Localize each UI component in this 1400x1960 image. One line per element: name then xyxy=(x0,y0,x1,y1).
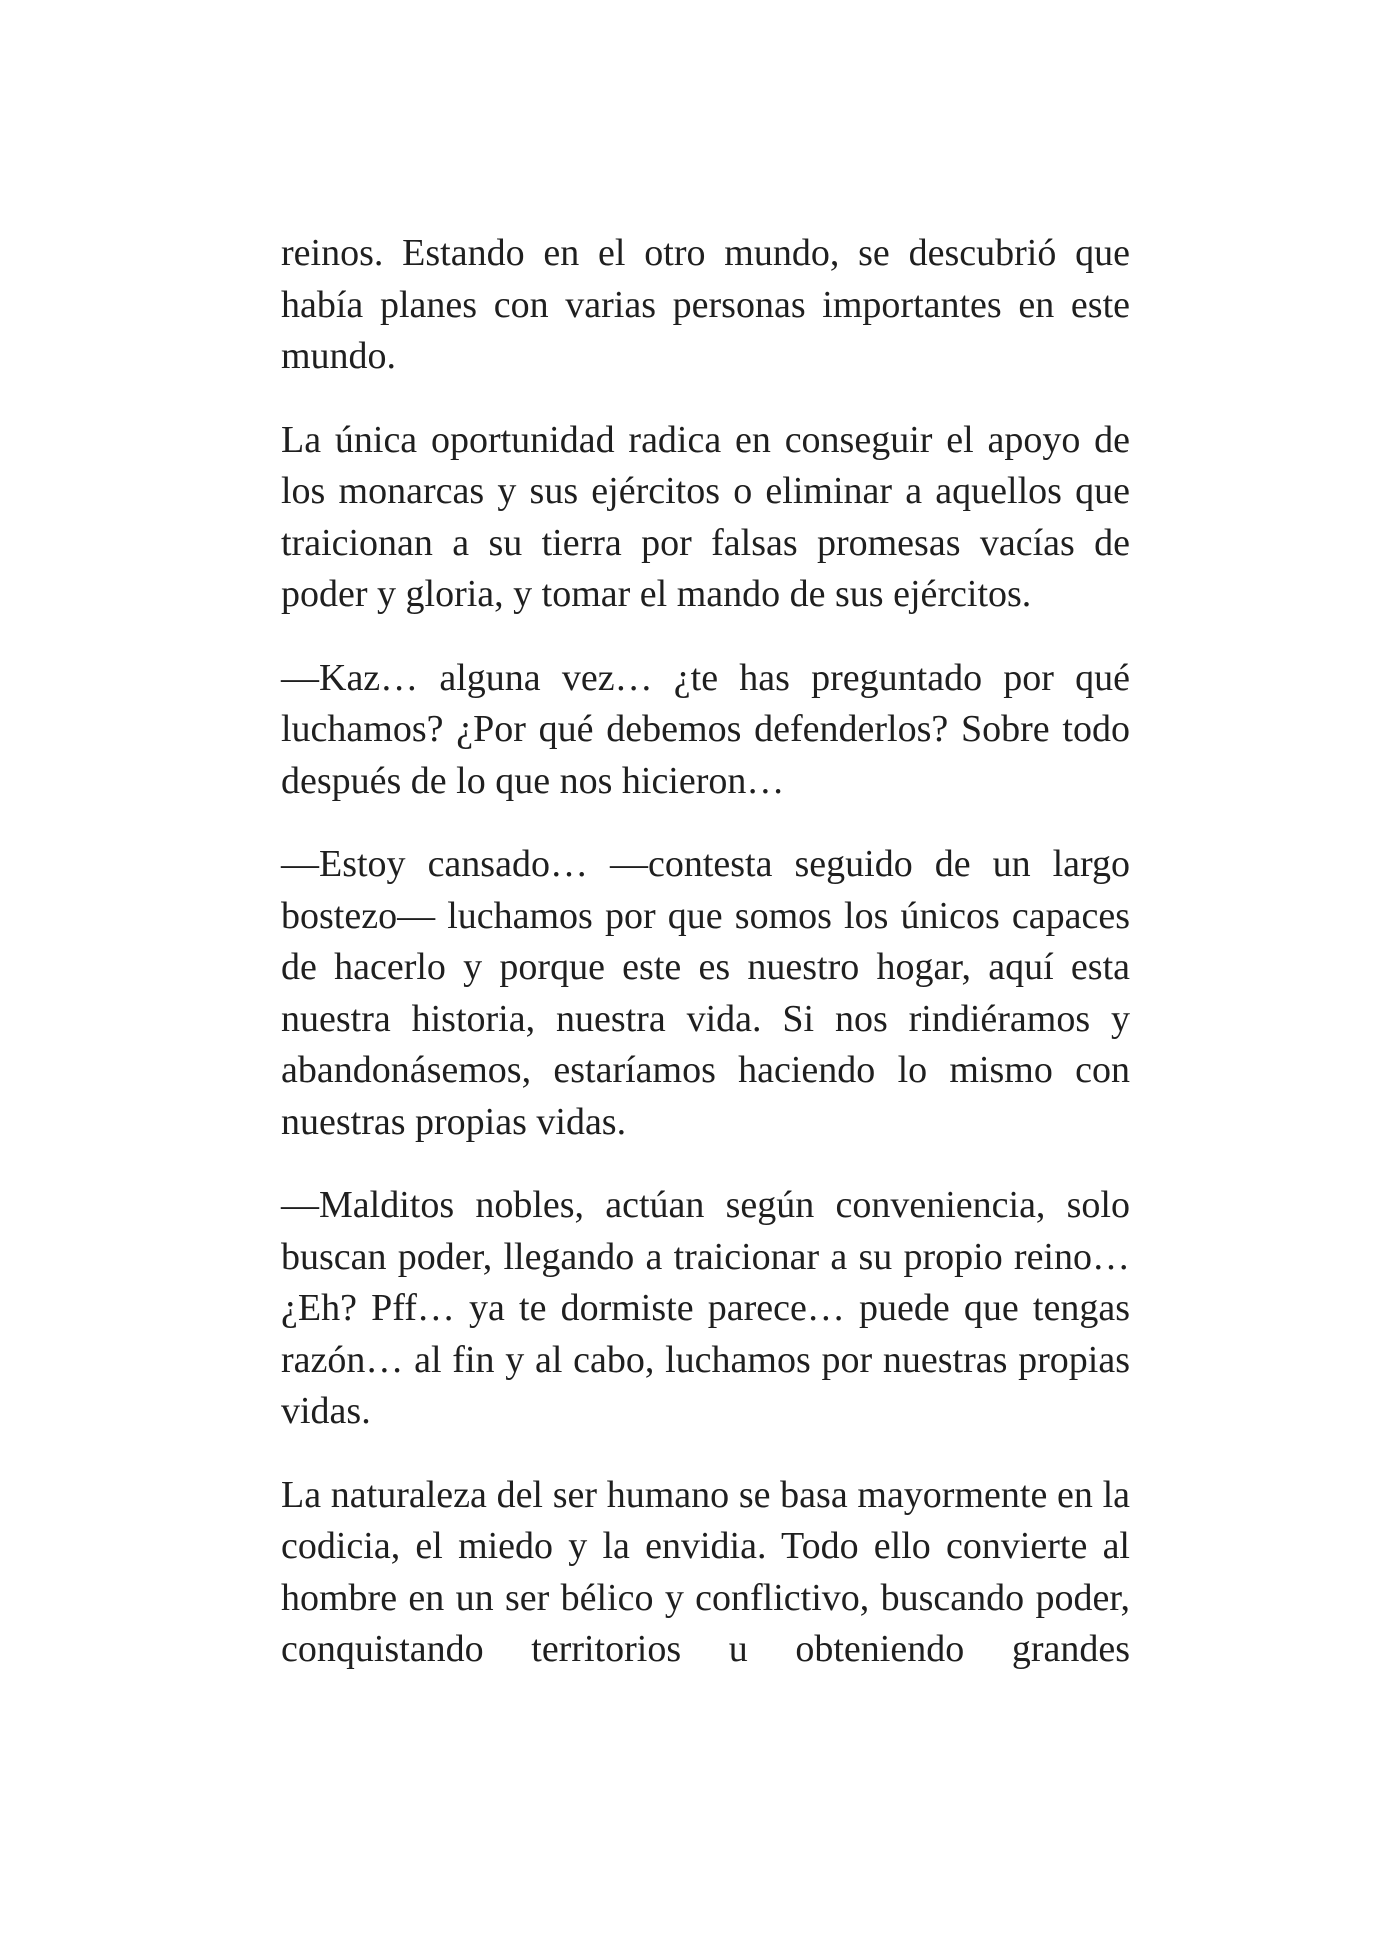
paragraph: —Kaz… alguna vez… ¿te has preguntado por qué luchamos? ¿Por qué debemos defenderlos? Sobre todo después de lo que nos hicieron… xyxy=(281,656,1130,802)
paragraph: La naturaleza del ser humano se basa mayormente en la codicia, el miedo y la envidia. Todo ello convierte al hombre en un ser bélico y conflictivo, buscando poder, conquistando territorios u obteniendo grandes xyxy=(281,1473,1130,1670)
paragraph: La única oportunidad radica en conseguir el apoyo de los monarcas y sus ejércitos o eliminar a aquellos que traicionan a su tierra por falsas promesas vacías de poder y gloria, y tomar el mando de sus ejércitos. xyxy=(281,418,1130,615)
body-text xyxy=(281,228,1130,1676)
paragraph: —Estoy cansado… —contesta seguido de un largo bostezo— luchamos por que somos los únicos capaces de hacerlo y porque este es nuestro hogar, aquí esta nuestra historia, nuestra vida. Si nos rindiéramos y abandonásemos, estaríamos haciendo lo mismo con nuestras propias vidas. xyxy=(281,843,1130,1143)
paragraph: —Malditos nobles, actúan según conveniencia, solo buscan poder, llegando a traicionar a su propio reino… ¿Eh? Pff… ya te dormiste parece… puede que tengas razón… al fin y al cabo, luchamos por nuestras propias vidas. xyxy=(281,1184,1130,1432)
paragraph: reinos. Estando en el otro mundo, se descubrió que había planes con varias personas importantes en este mundo. xyxy=(281,232,1130,377)
